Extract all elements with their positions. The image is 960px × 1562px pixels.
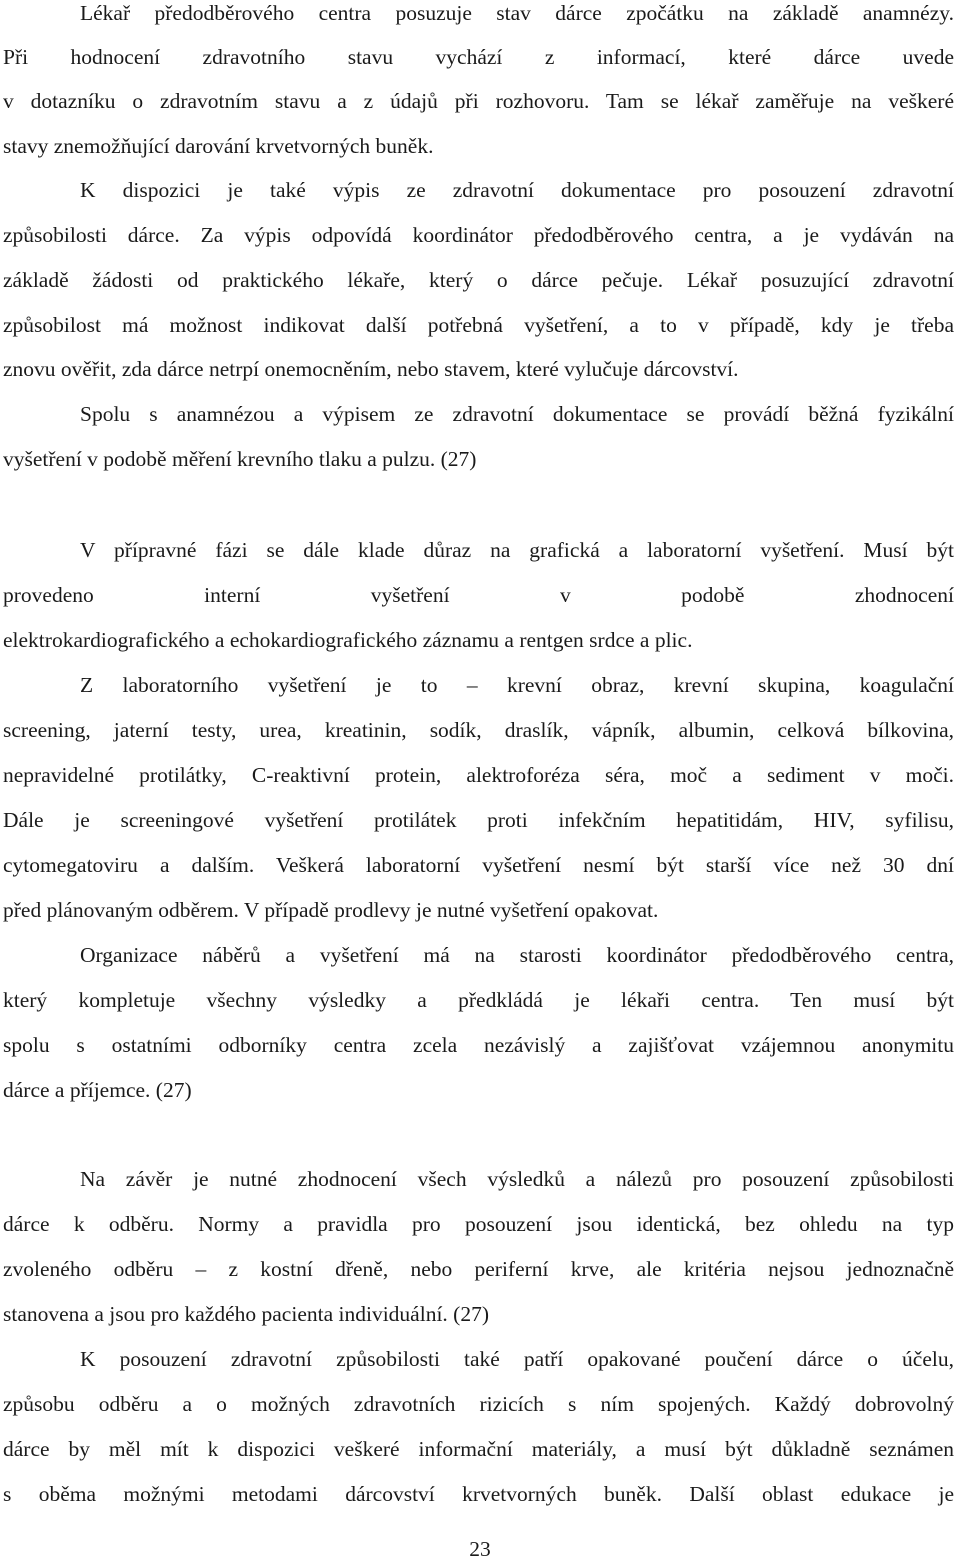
text-line: v dotazníku o zdravotním stavu a z údajů při rozhovoru. Tam se lékař zaměřuje na veškeré: [3, 89, 954, 113]
text-line: který kompletuje všechny výsledky a předkládá je lékaři centra. Ten musí být: [3, 988, 954, 1012]
text-line: dárce k odběru. Normy a pravidla pro posouzení jsou identická, bez ohledu na typ: [3, 1212, 954, 1236]
text-line: elektrokardiografického a echokardiografického záznamu a rentgen srdce a plic.: [3, 628, 693, 652]
text-line: provedeno interní vyšetření v podobě zhodnocení: [3, 583, 954, 607]
text-line: znovu ověřit, zda dárce netrpí onemocněním, nebo stavem, které vylučuje dárcovství.: [3, 357, 739, 381]
text-line: před plánovaným odběrem. V případě prodlevy je nutné vyšetření opakovat.: [3, 898, 659, 922]
text-line: Organizace náběrů a vyšetření má na starosti koordinátor předodběrového centra,: [80, 943, 954, 967]
text-line: nepravidelné protilátky, C-reaktivní protein, alektroforéza séra, moč a sediment v moči.: [3, 763, 954, 787]
text-line: V přípravné fázi se dále klade důraz na grafická a laboratorní vyšetření. Musí být: [80, 538, 954, 562]
text-line: Dále je screeningové vyšetření protilátek proti infekčním hepatitidám, HIV, syfilisu,: [3, 808, 954, 832]
text-line: Lékař předodběrového centra posuzuje stav dárce zpočátku na základě anamnézy.: [80, 1, 954, 25]
text-line: s oběma možnými metodami dárcovství krvetvorných buněk. Další oblast edukace je: [3, 1482, 954, 1506]
text-line: stanovena a jsou pro každého pacienta individuální. (27): [3, 1302, 489, 1326]
text-line: Při hodnocení zdravotního stavu vychází z informací, které dárce uvede: [3, 45, 954, 69]
text-line: základě žádosti od praktického lékaře, který o dárce pečuje. Lékař posuzující zdravotní: [3, 268, 954, 292]
text-line: cytomegatoviru a dalším. Veškerá laboratorní vyšetření nesmí být starší více než 30 dní: [3, 853, 954, 877]
text-line: Z laboratorního vyšetření je to – krevní obraz, krevní skupina, koagulační: [80, 673, 954, 697]
text-line: Na závěr je nutné zhodnocení všech výsledků a nálezů pro posouzení způsobilosti: [80, 1167, 954, 1191]
text-line: stavy znemožňující darování krvetvorných buněk.: [3, 134, 434, 158]
text-line: spolu s ostatními odborníky centra zcela nezávislý a zajišťovat vzájemnou anonymitu: [3, 1033, 954, 1057]
text-line: dárce by měl mít k dispozici veškeré informační materiály, a musí být důkladně seznámen: [3, 1437, 954, 1461]
text-line: způsobilost má možnost indikovat další potřebná vyšetření, a to v případě, kdy je třeba: [3, 313, 954, 337]
page-number: 23: [469, 1537, 491, 1561]
text-line: vyšetření v podobě měření krevního tlaku a pulzu. (27): [3, 447, 477, 471]
text-line: K dispozici je také výpis ze zdravotní dokumentace pro posouzení zdravotní: [80, 178, 954, 202]
text-line: Spolu s anamnézou a výpisem ze zdravotní dokumentace se provádí běžná fyzikální: [80, 402, 954, 426]
text-line: způsobilosti dárce. Za výpis odpovídá koordinátor předodběrového centra, a je vydáván na: [3, 223, 954, 247]
text-line: dárce a příjemce. (27): [3, 1078, 192, 1102]
text-line: K posouzení zdravotní způsobilosti také patří opakované poučení dárce o účelu,: [80, 1347, 954, 1371]
text-line: způsobu odběru a o možných zdravotních rizicích s ním spojených. Každý dobrovolný: [3, 1392, 954, 1416]
text-line: screening, jaterní testy, urea, kreatinin, sodík, draslík, vápník, albumin, celková bílkovina,: [3, 718, 954, 742]
text-line: zvoleného odběru – z kostní dřeně, nebo periferní krve, ale kritéria nejsou jednoznačně: [3, 1257, 954, 1281]
